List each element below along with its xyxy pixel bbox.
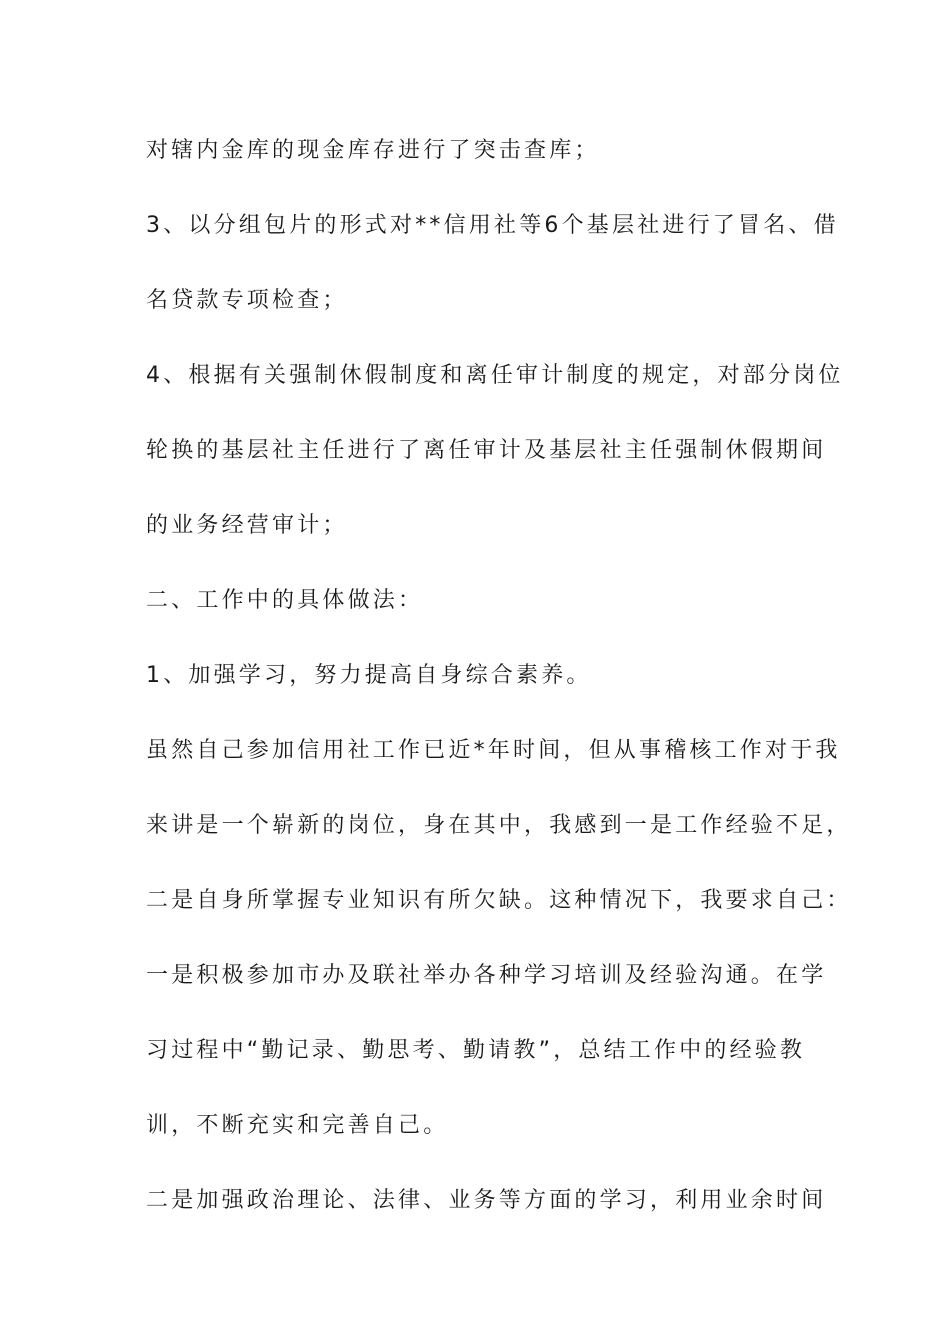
text-line: 4、根据有关强制休假制度和离任审计制度的规定，对部分岗位 — [146, 363, 844, 388]
text-line: 对辖内金库的现金库存进行了突击查库； — [146, 138, 600, 163]
text-line: 二是加强政治理论、法律、业务等方面的学习，利用业余时间 — [146, 1188, 827, 1213]
text-line: 习过程中“勤记录、勤思考、勤请教”，总结工作中的经验教 — [146, 1038, 806, 1063]
text-line: 二是自身所掌握专业知识有所欠缺。这种情况下，我要求自己： — [146, 888, 852, 913]
text-line: 名贷款专项检查； — [146, 288, 348, 313]
section-heading: 二、工作中的具体做法： — [146, 588, 424, 613]
text-line: 一是积极参加市办及联社举办各种学习培训及经验沟通。在学 — [146, 963, 827, 988]
text-line: 的业务经营审计； — [146, 513, 348, 538]
subsection-heading: 1、加强学习，努力提高自身综合素养。 — [146, 663, 592, 688]
text-line: 来讲是一个崭新的岗位，身在其中，我感到一是工作经验不足， — [146, 813, 852, 838]
text-line: 虽然自己参加信用社工作已近*年时间，但从事稽核工作对于我 — [146, 738, 841, 763]
text-line: 训，不断充实和完善自己。 — [146, 1113, 449, 1138]
text-line: 3、以分组包片的形式对**信用社等6个基层社进行了冒名、借 — [146, 213, 839, 238]
text-line: 轮换的基层社主任进行了离任审计及基层社主任强制休假期间 — [146, 438, 827, 463]
